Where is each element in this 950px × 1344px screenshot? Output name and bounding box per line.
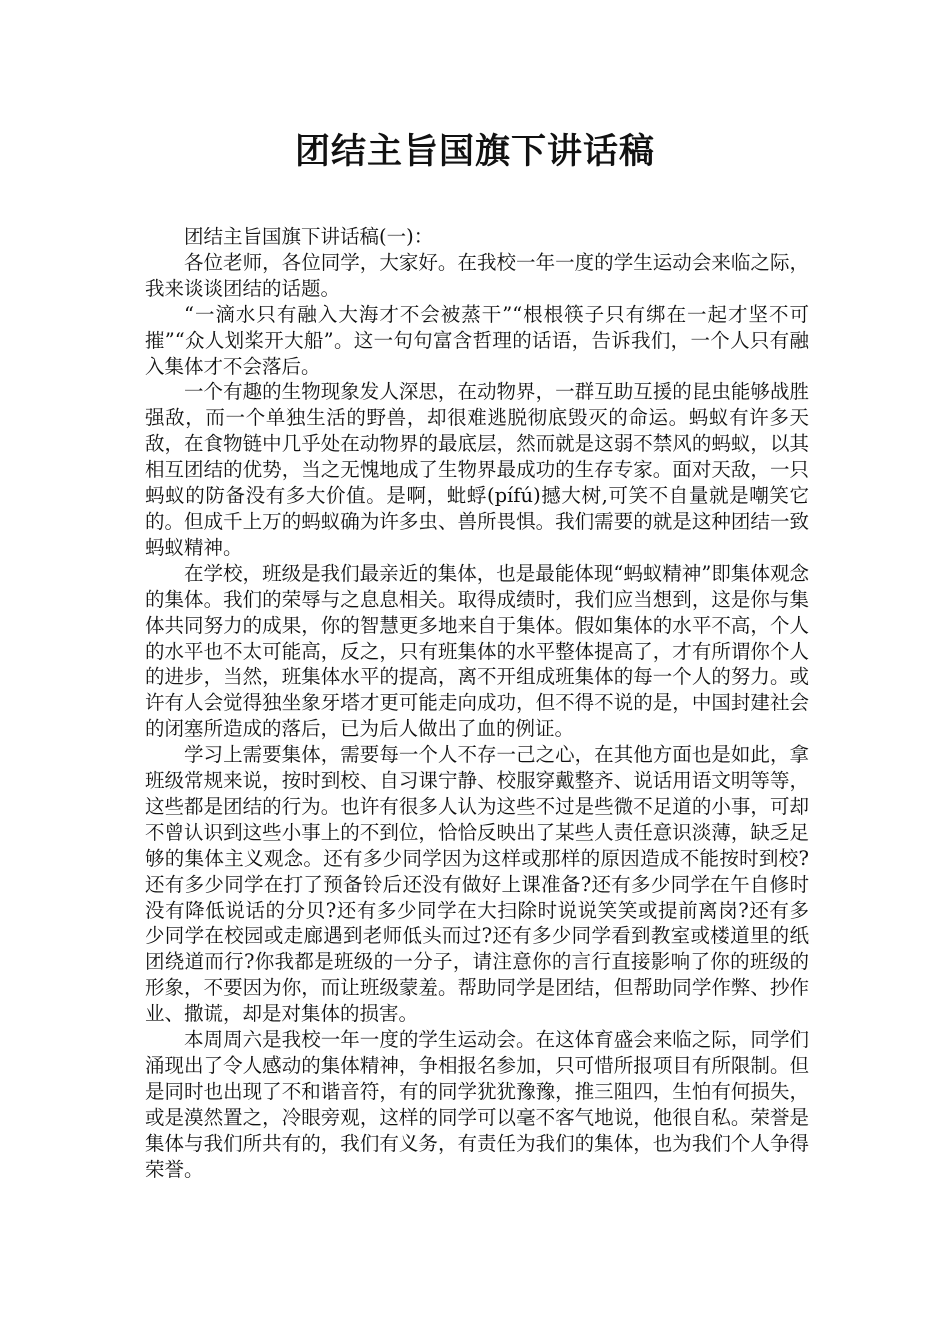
paragraph-sports-meet: 本周周六是我校一年一度的学生运动会。在这体育盛会来临之际，同学们涌现出了令人感动的集体精神，争相报名参加，只可惜所报项目有所限制。但是同时也出现了不和谐音符，有的同学犹犹豫豫，推三阻四，生怕有何损失，或是漠然置之，冷眼旁观，这样的同学可以毫不客气地说，他很自私。荣誉是集体与我们所共有的，我们有义务，有责任为我们的集体，也为我们个人争得荣誉。 [145, 1028, 809, 1181]
paragraph-greeting: 各位老师，各位同学，大家好。在我校一年一度的学生运动会来临之际，我来谈谈团结的话题。 [145, 250, 809, 300]
paragraph-proverbs: “一滴水只有融入大海才不会被蒸干”“根根筷子只有绑在一起才坚不可摧”“众人划桨开大船”。这一句句富含哲理的话语，告诉我们，一个人只有融入集体才不会落后。 [145, 302, 809, 378]
paragraph-study-rules: 学习上需要集体，需要每一个人不存一己之心，在其他方面也是如此，拿班级常规来说，按时到校、自习课宁静、校服穿戴整齐、说话用语文明等等，这些都是团结的行为。也许有很多人认为这些不过是些微不足道的小事，可却不曾认识到这些小事上的不到位，恰恰反映出了某些人责任意识淡薄，缺乏足够的集体主义观念。还有多少同学因为这样或那样的原因造成不能按时到校?还有多少同学在打了预备铃后还没有做好上课准备?还有多少同学在午自修时没有降低说话的分贝?还有多少同学在大扫除时说说笑笑或提前离岗?还有多少同学在校园或走廊遇到老师低头而过?还有多少同学看到教室或楼道里的纸团绕道而行?你我都是班级的一分子，请注意你的言行直接影响了你的班级的形象，不要因为你，而让班级蒙羞。帮助同学是团结，但帮助同学作弊、抄作业、撒谎，却是对集体的损害。 [145, 743, 809, 1026]
paragraph-class-collective: 在学校，班级是我们最亲近的集体，也是最能体现“蚂蚁精神”即集体观念的集体。我们的荣辱与之息息相关。取得成绩时，我们应当想到，这是你与集体共同努力的成果，你的智慧更多地来自于集体。假如集体的水平不高，个人的水平也不太可能高，反之，只有班集体的水平整体提高了，才有所谓你个人的进步，当然，班集体水平的提高，离不开组成班集体的每一个人的努力。或许有人会觉得独坐象牙塔才更可能走向成功，但不得不说的是，中国封建社会的闭塞所造成的落后，已为后人做出了血的例证。 [145, 561, 809, 741]
section-heading: 团结主旨国旗下讲话稿(一)： [184, 225, 434, 248]
document-title: 团结主旨国旗下讲话稿 [294, 132, 655, 172]
document-body [145, 224, 809, 1183]
paragraph-ants: 一个有趣的生物现象发人深思，在动物界，一群互助互援的昆虫能够战胜强敌，而一个单独生活的野兽，却很难逃脱彻底毁灭的命运。蚂蚁有许多天敌，在食物链中几乎处在动物界的最底层，然而就是这弱不禁风的蚂蚁，以其相互团结的优势，当之无愧地成了生物界最成功的生存专家。面对天敌，一只蚂蚁的防备没有多大价值。是啊，蚍蜉(pífú)撼大树,可笑不自量就是嘲笑它的。但成千上万的蚂蚁确为许多虫、兽所畏惧。我们需要的就是这种团结一致蚂蚁精神。 [145, 380, 809, 559]
